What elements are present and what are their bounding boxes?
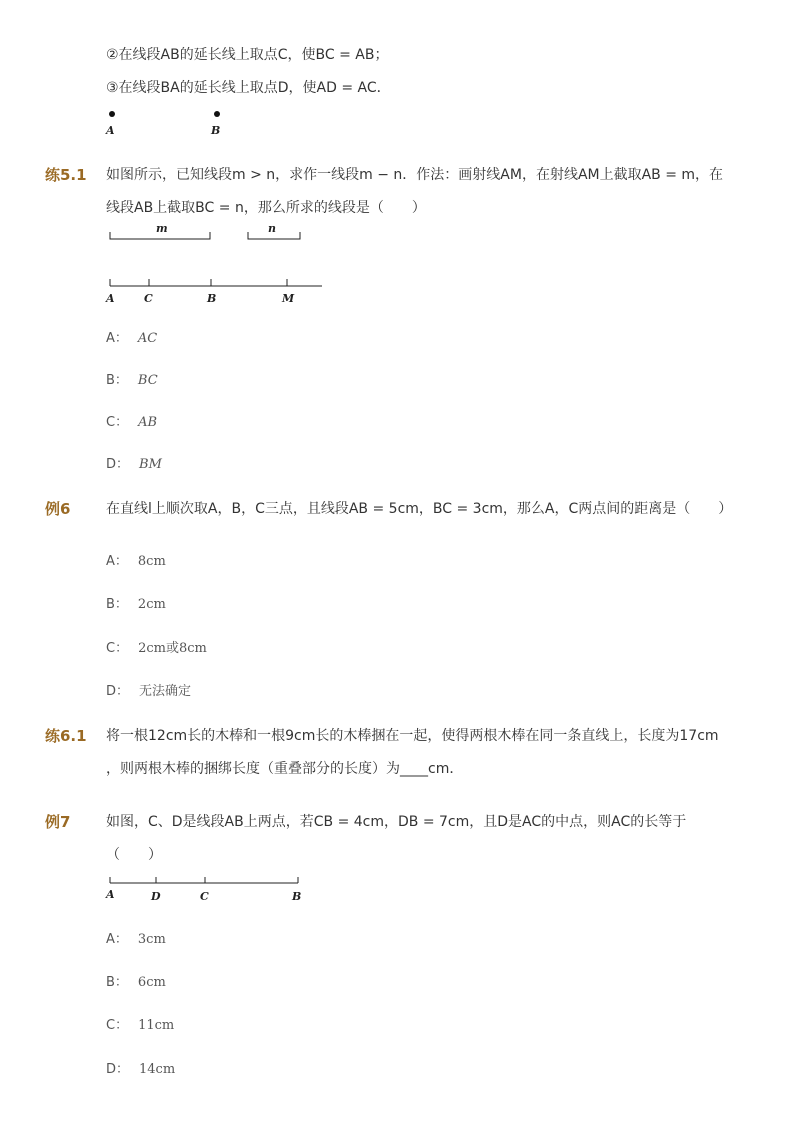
example-7-question-line-2: （ ） [106,847,162,863]
segment-m-label: m [156,222,168,235]
option-b-key: B： [106,975,128,990]
option-a-key: A： [106,932,128,947]
option-d-key: D： [106,1062,130,1077]
option-b-value: BC [137,373,158,388]
option-b[interactable] [106,973,166,993]
option-a-key: A： [106,331,128,346]
option-a-key: A： [106,554,128,569]
option-b[interactable] [106,371,158,391]
points-ab-figure [100,106,240,140]
label-b: B [207,292,217,305]
construction-step-3: ③在线段BA的延长线上取点D，使AD = AC． [106,80,391,96]
point-a-label: A [106,124,115,137]
option-a[interactable] [106,930,166,950]
point-a-dot [109,111,115,117]
exercise-5-1-question-line-2: 线段AB上截取BC = n，那么所求的线段是（ ） [106,200,426,216]
option-a[interactable] [106,329,157,349]
option-d-value: 14cm [139,1062,176,1077]
exercise-6-1-question-line-2: ，则两根木棒的捆绑长度（重叠部分的长度）为____cm． [106,761,464,777]
label-m: M [282,292,295,305]
segment-n-label: n [268,222,276,235]
option-d-value: BM [139,457,162,472]
option-c-key: C： [106,1018,129,1033]
option-d[interactable] [106,455,162,475]
exercise-6-1-label: 练6.1 [45,727,87,745]
option-c[interactable] [106,1016,174,1036]
option-b-key: B： [106,373,128,388]
option-a[interactable] [106,552,166,572]
example-6-question: 在直线l上顺次取A，B，C三点，且线段AB = 5cm，BC = 3cm，那么A，C两点间的距离是（ ） [106,501,733,517]
segment-construction-figure [100,220,340,310]
label-c: C [200,890,209,903]
option-c-value: AB [138,415,158,430]
option-c[interactable] [106,413,157,433]
example-6-label: 例6 [45,500,71,518]
label-c: C [144,292,153,305]
option-a-value: AC [137,331,158,346]
exercise-5-1-question-line-1: 如图所示，已知线段m > n，求作一线段m − n．作法：画射线AM，在射线AM上截取AB = m，在 [106,167,724,183]
option-d[interactable] [106,682,191,702]
exercise-6-1-question-line-1: 将一根12cm长的木棒和一根9cm长的木棒捆在一起，使得两根木棒在同一条直线上，长度为17cm [106,728,719,744]
label-d: D [151,890,161,903]
option-b-value: 6cm [137,975,166,990]
segment-acdb-figure [100,872,320,906]
label-a: A [106,888,115,901]
option-a-value: 8cm [137,554,166,569]
construction-step-2: ②在线段AB的延长线上取点C，使BC = AB； [106,47,389,63]
option-c-value: 11cm [138,1018,175,1033]
example-7-question-line-1: 如图，C、D是线段AB上两点，若CB = 4cm，DB = 7cm，且D是AC的中点，则AC的长等于 [106,814,687,830]
option-d-key: D： [106,684,130,699]
option-b-value: 2cm [137,597,166,612]
example-7-label: 例7 [45,813,71,831]
option-b[interactable] [106,595,166,615]
option-a-value: 3cm [137,932,166,947]
option-c-key: C： [106,415,129,430]
label-b: B [292,890,302,903]
option-c-key: C： [106,641,129,656]
option-d-key: D： [106,457,130,472]
point-b-label: B [211,124,221,137]
option-c[interactable] [106,639,207,659]
option-b-key: B： [106,597,128,612]
point-b-dot [214,111,220,117]
label-a: A [106,292,115,305]
option-d-value: 无法确定 [139,684,192,699]
option-c-value: 2cm或8cm [138,641,207,656]
exercise-5-1-label: 练5.1 [45,166,87,184]
option-d[interactable] [106,1060,175,1080]
